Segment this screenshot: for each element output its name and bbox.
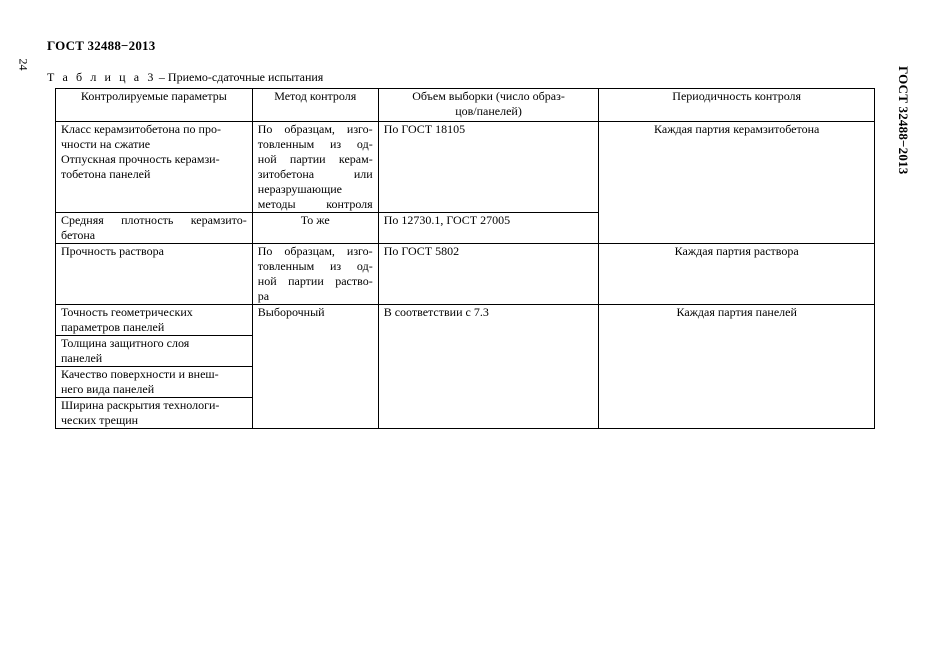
cell-periodicity: Каждая партия панелей (599, 305, 875, 429)
column-header-periodicity: Периодичность контроля (599, 89, 875, 122)
cell-periodicity: Каждая партия раствора (599, 244, 875, 305)
cell-sample: По 12730.1, ГОСТ 27005 (378, 213, 599, 244)
table-row (56, 244, 875, 305)
cell-method: Выборочный (252, 305, 378, 429)
cell-method: То же (252, 213, 378, 244)
side-document-code: ГОСТ 32488−2013 (896, 66, 911, 175)
cell-method: По образцам, изго- товленным из од- ной партии раство- ра (252, 244, 378, 305)
cell-parameter: Средняя плотность керамзито- бетона (56, 213, 253, 244)
cell-sample: По ГОСТ 5802 (378, 244, 599, 305)
column-header-method: Метод контроля (252, 89, 378, 122)
column-header-sample-size: Объем выборки (число образ- цов/панелей) (378, 89, 599, 122)
cell-parameter: Качество поверхности и внеш- него вида панелей (56, 367, 253, 398)
table-caption (47, 70, 323, 85)
table-caption-title: – Приемо-сдаточные испытания (155, 70, 324, 84)
table-caption-label: Т а б л и ц а 3 (47, 70, 156, 84)
cell-parameter: Точность геометрических параметров панелей (56, 305, 253, 336)
cell-parameter: Толщина защитного слоя панелей (56, 336, 253, 367)
table-header-row (56, 89, 875, 122)
table-row (56, 305, 875, 336)
column-header-parameters: Контролируемые параметры (56, 89, 253, 122)
cell-method: По образцам, изго- товленным из од- ной партии керам- зитобетона или неразрушающие методы контроля (252, 122, 378, 213)
cell-parameter: Класс керамзитобетона по про- чности на сжатие Отпускная прочность керамзи- тобетона панелей (56, 122, 253, 213)
table-row (56, 122, 875, 213)
page-number: 24 (16, 58, 31, 71)
acceptance-tests-table (55, 88, 875, 429)
cell-parameter: Прочность раствора (56, 244, 253, 305)
cell-periodicity: Каждая партия керамзитобетона (599, 122, 875, 244)
cell-sample: В соответствии с 7.3 (378, 305, 599, 429)
document-code: ГОСТ 32488−2013 (47, 38, 156, 53)
cell-parameter: Ширина раскрытия технологи- ческих трещин (56, 398, 253, 429)
cell-sample: По ГОСТ 18105 (378, 122, 599, 213)
